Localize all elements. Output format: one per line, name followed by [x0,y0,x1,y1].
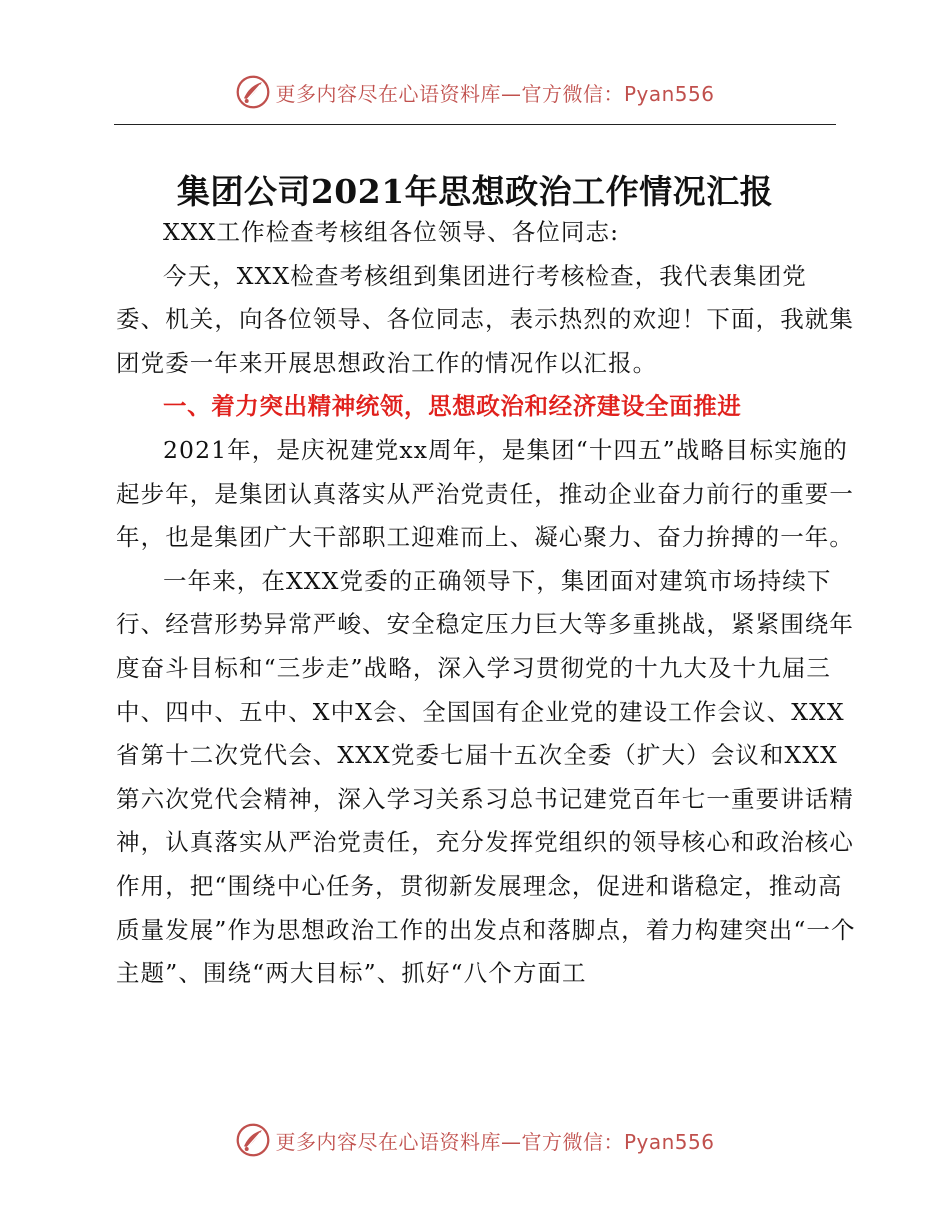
header-divider [114,124,836,125]
salutation: XXX工作检查考核组各位领导、各位同志: [163,218,620,246]
document-title: 集团公司2021年思想政治工作情况汇报 [176,172,774,211]
document-body [116,210,856,996]
section-heading: 一、着力突出精神统领，思想政治和经济建设全面推进 [163,392,742,421]
logo-icon [235,74,271,110]
paragraph-intro: 今天，XXX检查考核组到集团进行考核检查，我代表集团党委、机关，向各位领导、各位同志，表示热烈的欢迎！下面，我就集团党委一年来开展思想政治工作的情况作以汇报。 [116,261,854,377]
paragraph-year-review: 一年来，在XXX党委的正确领导下，集团面对建筑市场持续下行、经营形势异常严峻、安全稳定压力巨大等多重挑战，紧紧围绕年度奋斗目标和“三步走”战略，深入学习贯彻党的十九大及十九届三中、四中、五中、X中X会、全国国有企业党的建设工作会议、XXX省第十二次党代会、XXX党委七届十五次全委（扩大）会议和XXX第六次党代会精神，深入学习关系习总书记建党百年七一重要讲话精神，认真落实从严治党责任，充分发挥党组织的领导核心和政治核心作用，把“围绕中心任务，贯彻新发展理念，促进和谐稳定，推动高质量发展”作为思想政治工作的出发点和落脚点，着力构建突出“一个主题”、围绕“两大目标”、抓好“八个方面工 [116,566,856,988]
header-banner [0,72,950,112]
header-banner-text: 更多内容尽在心语资料库—官方微信：Pyan556 [275,81,715,106]
footer-banner-text: 更多内容尽在心语资料库—官方微信：Pyan556 [275,1129,715,1154]
paragraph-2021: 2021年，是庆祝建党xx周年，是集团“十四五”战略目标实施的起步年，是集团认真落实从严治党责任，推动企业奋力前行的重要一年，也是集团广大干部职工迎难而上、凝心聚力、奋力拚搏的一年。 [116,435,854,552]
logo-icon [235,1122,271,1158]
footer-banner [0,1120,950,1160]
